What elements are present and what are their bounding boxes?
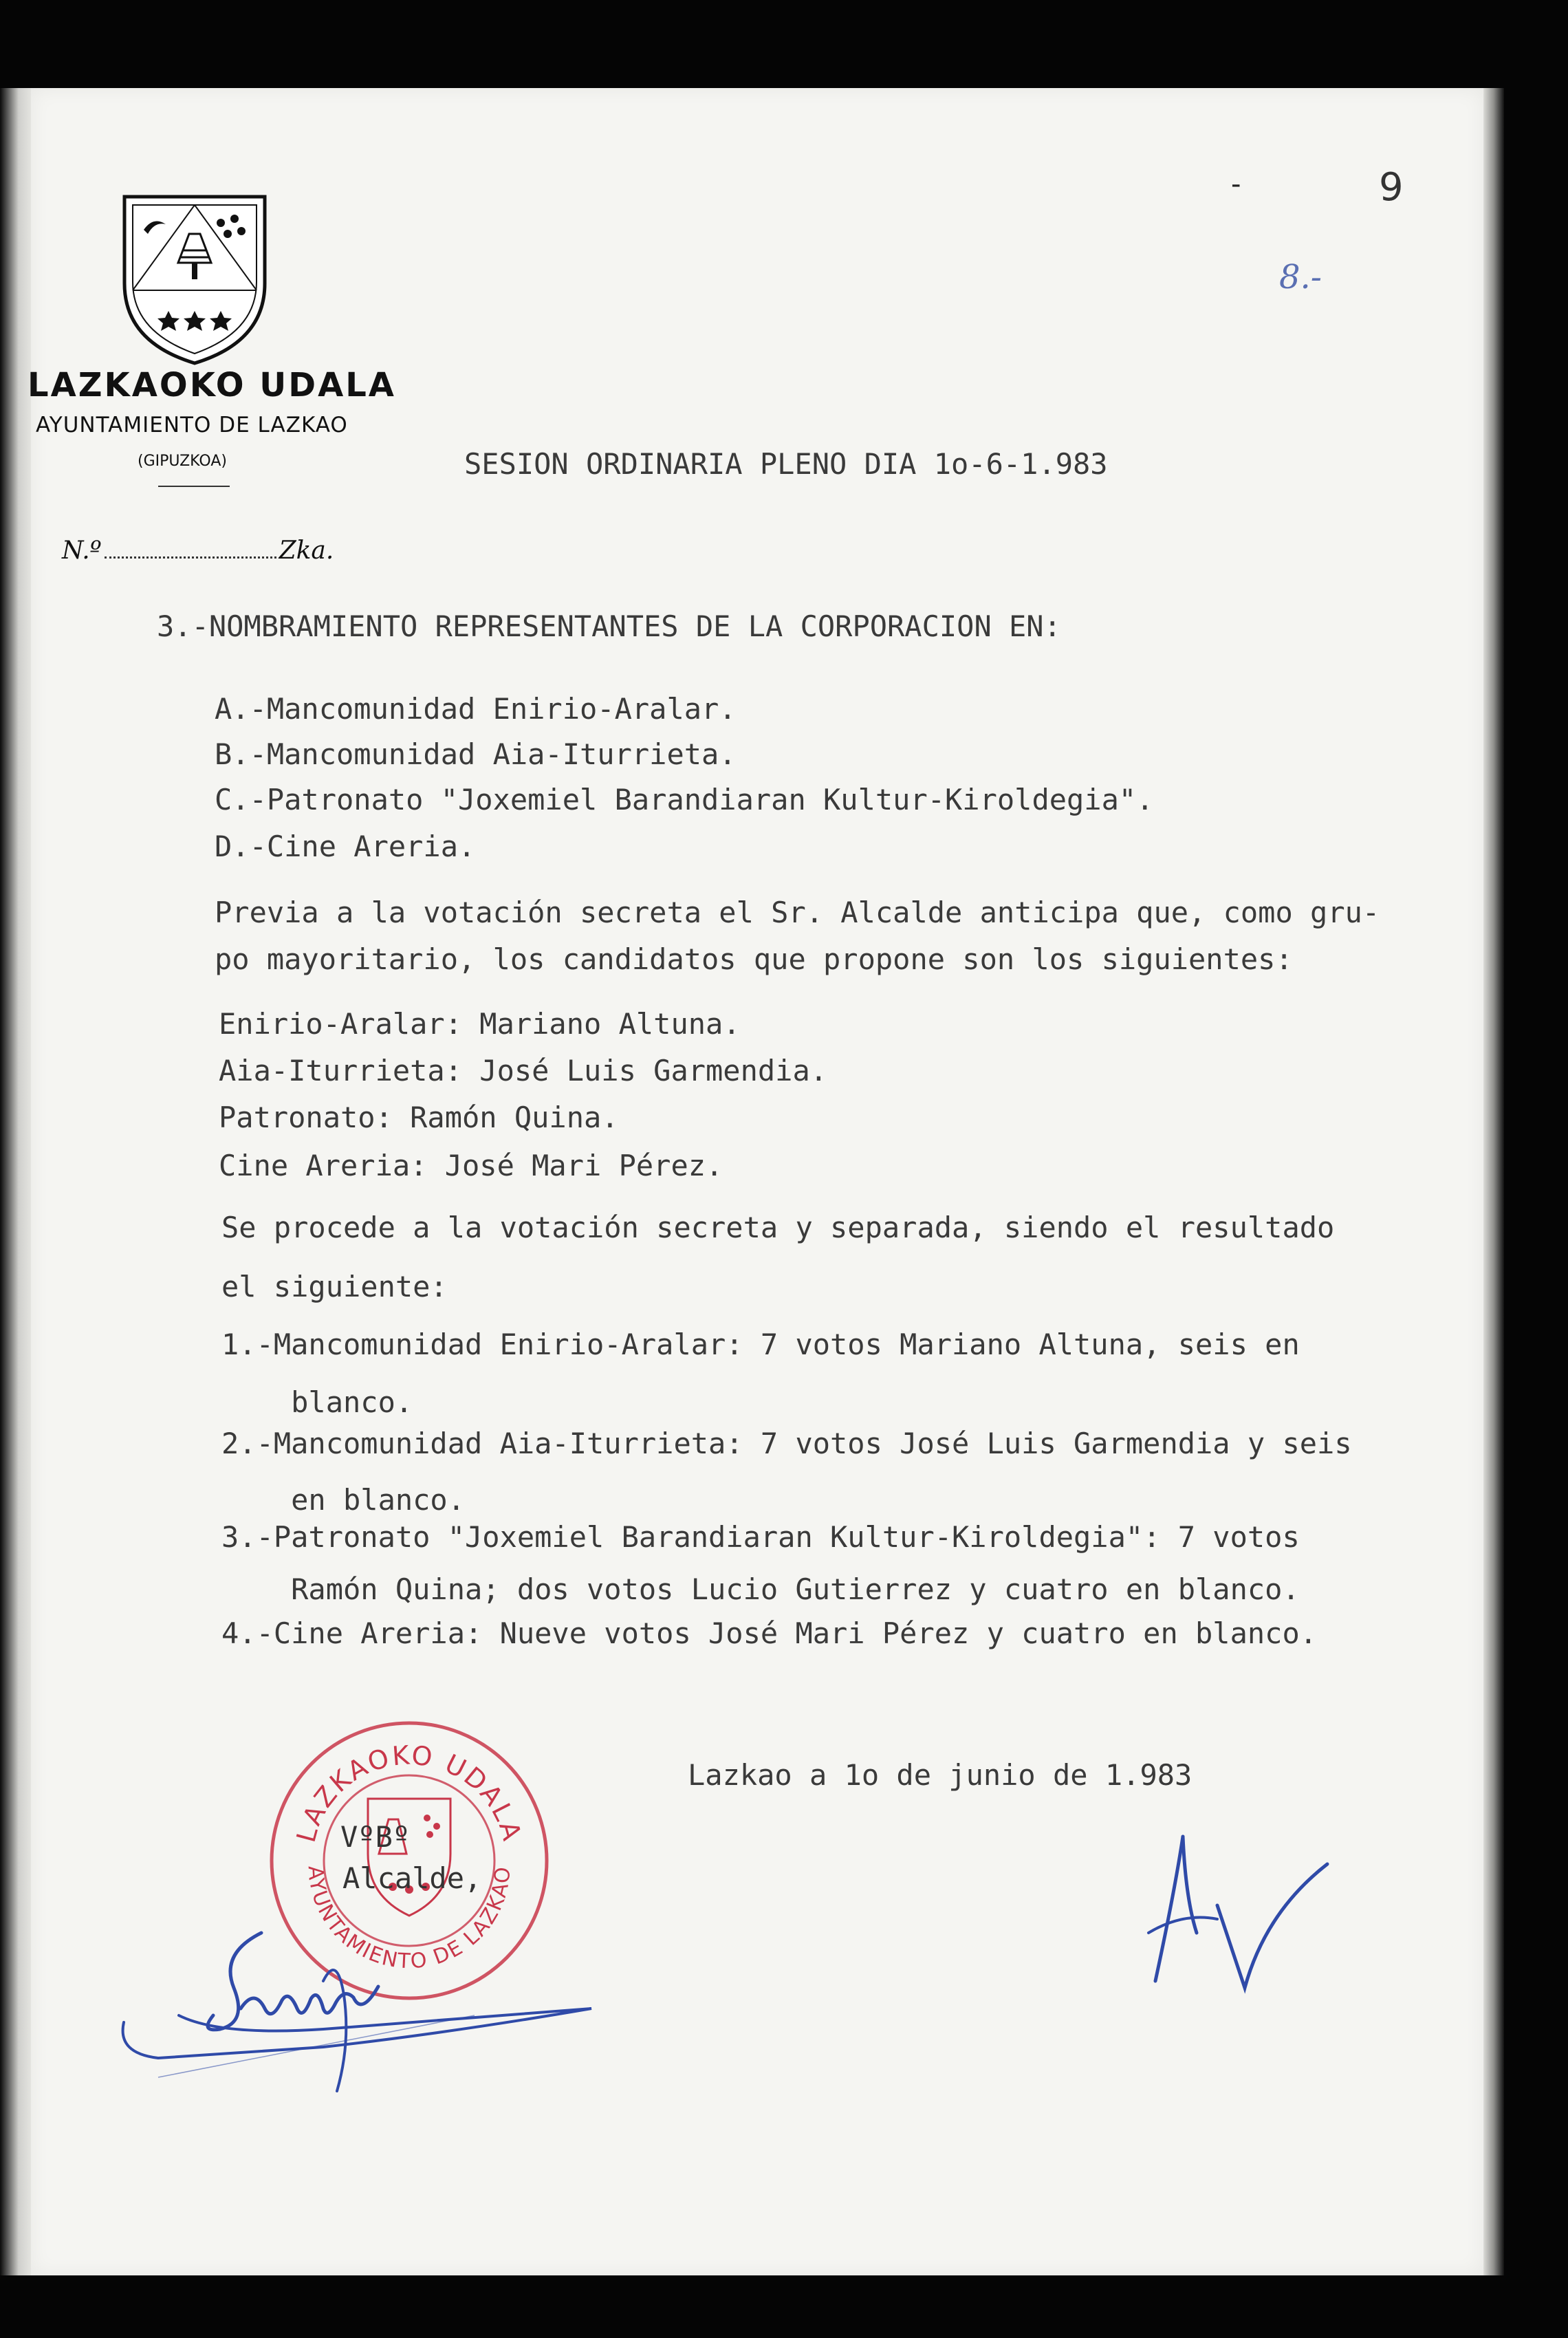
paragraph-line: Se procede a la votación secreta y separada, siendo el resultado bbox=[221, 1211, 1335, 1244]
entity-line: A.-Mancomunidad Enirio-Aralar. bbox=[215, 692, 737, 726]
number-prefix: N.º bbox=[62, 537, 102, 565]
previous-page-edge bbox=[0, 88, 31, 2275]
candidate-line: Aia-Iturrieta: José Luis Garmendia. bbox=[219, 1054, 828, 1087]
dash-mark: - bbox=[1231, 169, 1241, 200]
paragraph-line: el siguiente: bbox=[221, 1270, 448, 1303]
stamp-top-text: LAZKAOKO UDALA bbox=[290, 1740, 528, 1846]
vobo-label: VºBº bbox=[340, 1820, 411, 1854]
organization-name: LAZKAOKO UDALA bbox=[28, 366, 396, 404]
number-suffix: Zka. bbox=[279, 537, 334, 565]
candidate-line: Patronato: Ramón Quina. bbox=[219, 1101, 619, 1134]
result-line: blanco. bbox=[221, 1385, 413, 1419]
item-title: 3.-NOMBRAMIENTO REPRESENTANTES DE LA CORPORACION EN: bbox=[157, 609, 1061, 643]
candidate-line: Enirio-Aralar: Mariano Altuna. bbox=[219, 1007, 741, 1041]
secretary-signature bbox=[1142, 1830, 1334, 1995]
province-underline bbox=[158, 486, 230, 487]
result-line: 2.-Mancomunidad Aia-Iturrieta: 7 votos José Luis Garmendia y seis bbox=[221, 1427, 1352, 1460]
document-number-field bbox=[62, 537, 334, 565]
session-heading: SESION ORDINARIA PLENO DIA 1o-6-1.983 bbox=[464, 447, 1108, 481]
entity-line: D.-Cine Areria. bbox=[215, 830, 476, 863]
result-line: 4.-Cine Areria: Nueve votos José Mari Pérez y cuatro en blanco. bbox=[221, 1616, 1318, 1650]
paragraph-line: po mayoritario, los candidatos que propone son los siguientes: bbox=[215, 942, 1293, 976]
handwritten-number: 8.- bbox=[1279, 258, 1322, 296]
result-line: 1.-Mancomunidad Enirio-Aralar: 7 votos Mariano Altuna, seis en bbox=[221, 1328, 1300, 1361]
entity-line: C.-Patronato "Joxemiel Barandiaran Kultur-Kiroldegia". bbox=[215, 783, 1154, 816]
candidate-line: Cine Areria: José Mari Pérez. bbox=[219, 1149, 723, 1182]
result-line: en blanco. bbox=[221, 1483, 466, 1517]
alcalde-label: Alcalde, bbox=[342, 1861, 482, 1895]
page-number: 9 bbox=[1379, 165, 1404, 210]
organization-subtitle: AYUNTAMIENTO DE LAZKAO bbox=[36, 413, 348, 437]
mayor-signature bbox=[117, 1912, 598, 2119]
result-line: Ramón Quina; dos votos Lucio Gutierrez y cuatro en blanco. bbox=[221, 1572, 1300, 1606]
number-dotted-line bbox=[105, 554, 276, 559]
stamp-bottom-text: AYUNTAMIENTO DE LAZKAO bbox=[303, 1865, 516, 1974]
place-date: Lazkao a 1o de junio de 1.983 bbox=[688, 1758, 1193, 1792]
entity-line: B.-Mancomunidad Aia-Iturrieta. bbox=[215, 737, 737, 771]
paragraph-line: Previa a la votación secreta el Sr. Alcalde anticipa que, como gru- bbox=[215, 896, 1380, 929]
coat-of-arms-logo bbox=[120, 194, 269, 366]
organization-province: (GIPUZKOA) bbox=[138, 453, 227, 470]
book-edge bbox=[1483, 88, 1504, 2275]
result-line: 3.-Patronato "Joxemiel Barandiaran Kultur-Kiroldegia": 7 votos bbox=[221, 1520, 1300, 1554]
